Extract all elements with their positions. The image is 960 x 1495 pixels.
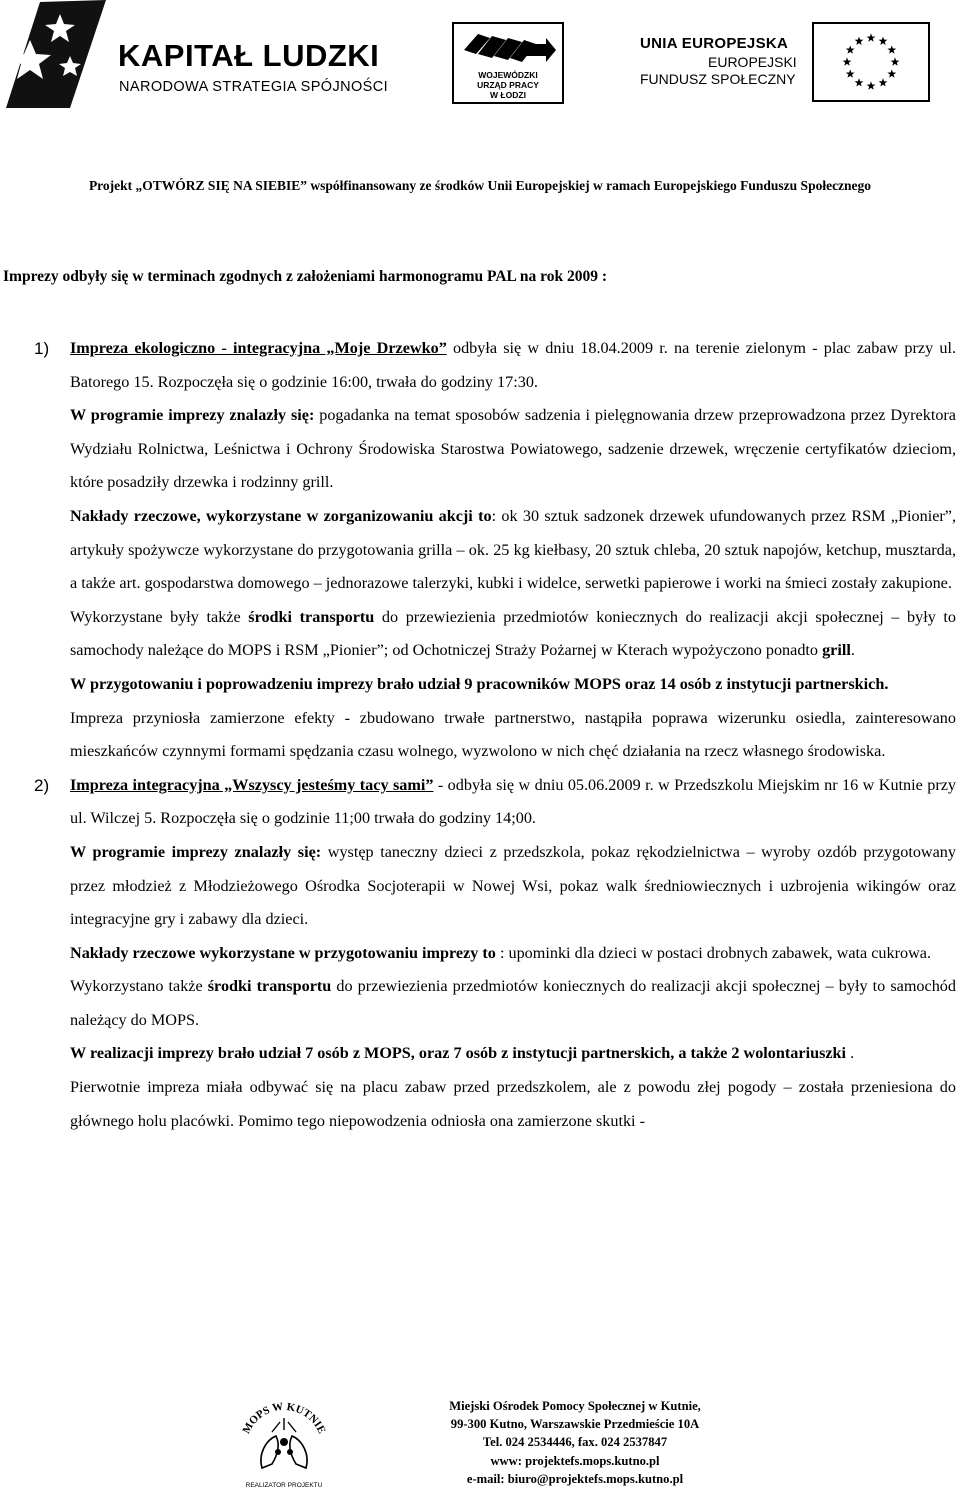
staff-end: . [846, 1044, 855, 1063]
event-summary [70, 769, 956, 836]
mops-logo-title: MOPS W KUTNIE [240, 1400, 328, 1436]
event-staff [70, 1037, 956, 1071]
wup-line-1: WOJEWÓDZKI [478, 70, 538, 80]
costs-label: Nakłady rzeczowe wykorzystane w przygotowaniu imprezy to [70, 943, 496, 962]
eu-star [855, 37, 864, 45]
wup-line-2: URZĄD PRACY [477, 80, 539, 90]
event-summary [70, 332, 956, 399]
kapital-ludzki-title: KAPITAŁ LUDZKI [118, 38, 380, 73]
report-body [34, 332, 956, 1138]
eu-logo [640, 22, 960, 104]
project-line: Projekt „OTWÓRZ SIĘ NA SIEBIE” współfinansowany ze środków Unii Europejskiej w ramach Europejskiego Funduszu Społecznego [88, 178, 872, 193]
event-transport [70, 970, 956, 1037]
wup-line-3: W ŁODZI [490, 90, 526, 100]
program-label: W programie imprezy znalazły się: [70, 406, 315, 425]
eu-star [846, 69, 855, 77]
mops-hands-icon [232, 1388, 336, 1490]
event-number: 2) [34, 775, 50, 795]
kapital-ludzki-emblem-icon [0, 0, 112, 110]
event-costs [70, 937, 956, 971]
event-costs [70, 500, 956, 601]
eu-line-3: FUNDUSZ SPOŁECZNY [640, 71, 796, 87]
footer-line-email: e-mail: biuro@projektefs.mops.kutno.pl [466, 1471, 684, 1486]
transport-end: . [850, 641, 855, 660]
eu-star [879, 37, 888, 45]
footer-line-phone: Tel. 024 2534446, fax. 024 2537847 [482, 1435, 668, 1450]
costs-label: Nakłady rzeczowe, wykorzystane w zorganizowaniu akcji to [70, 506, 492, 525]
staff-text: W realizacji imprezy brało udział 7 osób z MOPS, oraz 7 osób z instytucji partnerskich, a także 2 wolontariuszki [70, 1044, 847, 1063]
program-text: występ taneczny dzieci z przedszkola, pokaz rękodzielnictwa – wyroby ozdób przygotowany przez młodzież z Młodzieżowego Ośrodka Socjoterapii w Nowej Wsi, pokaz walk średniowiecznych i uzbrojenia wikingów oraz integracyjne gry i zabawy dla dzieci. [70, 842, 956, 929]
eu-text [640, 36, 797, 86]
transport-grill: grill [822, 641, 851, 660]
eu-line-1: UNIA EUROPEJSKA [640, 35, 789, 52]
footer-line-address: 99-300 Kutno, Warszawskie Przedmieście 10A [450, 1417, 700, 1432]
eu-star [891, 57, 900, 65]
transport-text: do przewiezienia przedmiotów koniecznych do realizacji akcji społecznej – były to samochody należące do MOPS i RSM „Pionier”; od Ochotniczej Straży Pożarnej w Kterach wypożyczono ponadto [70, 607, 956, 660]
intro-heading: Imprezy odbyły się w terminach zgodnych z założeniami harmonogramu PAL na rok 2009 : [3, 268, 608, 285]
event-date-text: odbyła się w dniu 18.04.2009 r. na terenie zielonym - plac zabaw przy ul. Batorego 15. Rozpoczęła się o godzinie 16:00, trwała do godziny 17:30. [70, 339, 956, 391]
transport-label: środki transportu [248, 607, 375, 626]
eu-star [855, 78, 864, 86]
footer-line-www: www: projektefs.mops.kutno.pl [490, 1453, 660, 1468]
wup-lodz-logo [452, 22, 564, 104]
event-staff [70, 668, 956, 702]
event-effects: Impreza przyniosła zamierzone efekty - zbudowano trwałe partnerstwo, nastąpiła poprawa wizerunku osiedla, zainteresowano mieszkańców czynnymi formami spędzania czasu wolnego, wyzwolono w nich chęć działania na rzecz własnego środowiska. [70, 708, 956, 761]
event-item-2 [34, 769, 956, 1139]
eu-star [867, 81, 876, 89]
wup-text [454, 70, 562, 100]
event-program [70, 836, 956, 937]
event-transport [70, 601, 956, 668]
wup-cards-icon [460, 28, 556, 68]
event-weather: Pierwotnie impreza miała odbywać się na placu zabaw przed przedszkolem, ale z powodu złej pogody – została przeniesiona do głównego holu placówki. Pomimo tego niepowodzenia odniosła ona zamierzone skutki - [70, 1078, 956, 1130]
footer-line-name: Miejski Ośrodek Pomocy Społecznej w Kutnie, [449, 1399, 701, 1413]
eu-flag-icon [812, 22, 930, 102]
transport-label: środki transportu [207, 977, 332, 996]
costs-text: : upominki dla dzieci w postaci drobnych zabawek, wata cukrowa. [495, 943, 932, 962]
costs-text: : ok 30 sztuk sadzonek drzewek ufundowanych przez RSM „Pionier”, artykuły spożywcze wykorzystane do przygotowania grilla – ok. 25 kg kiełbasy, 20 sztuk chleba, 20 sztuk napojów, ketchup, musztarda, a także art. gospodarstwa domowego – jednorazowe talerzyki, kubki i widelce, serwetki papierowe i worki na śmieci zostały zakupione. [70, 506, 956, 593]
transport-text: do przewiezienia przedmiotów koniecznych do realizacji akcji społecznej – były to samochód należący do MOPS. [70, 977, 956, 1029]
transport-pre: Wykorzystano także [70, 977, 208, 996]
eu-star [843, 57, 852, 65]
event-title: Impreza integracyjna „Wszyscy jesteśmy tacy sami” [70, 775, 434, 794]
mops-kutno-logo [232, 1388, 336, 1490]
eu-star [887, 69, 896, 77]
footer-contact [410, 1397, 740, 1488]
kapital-ludzki-subtitle: NARODOWA STRATEGIA SPÓJNOŚCI [119, 79, 389, 95]
eu-star [867, 33, 876, 41]
staff-text: W przygotowaniu i poprowadzeniu imprezy brało udział 9 pracowników MOPS oraz 14 osób z instytucji partnerskich. [70, 674, 889, 693]
eu-star [887, 45, 896, 53]
eu-star [879, 78, 888, 86]
event-number: 1) [34, 339, 50, 358]
kapital-ludzki-logo [0, 0, 400, 110]
event-program [70, 399, 956, 500]
program-text: pogadanka na temat sposobów sadzenia i pielęgnowania drzew przeprowadzona przez Dyrektora Wydziału Rolnictwa, Leśnictwa i Ochrony Środowiska Starostwa Powiatowego, sadzenie drzewek, wręczenie certyfikatów dzieciom, które posadziły drzewka i rodzinny grill. [70, 406, 956, 492]
event-item-1 [34, 332, 956, 769]
mops-logo-caption: REALIZATOR PROJEKTU [245, 1482, 323, 1489]
eu-line-2: EUROPEJSKI [708, 54, 797, 70]
event-date-text: - odbyła się w dniu 05.06.2009 r. w Przedszkolu Miejskim nr 16 w Kutnie przy ul. Wilczej 5. Rozpoczęła się o godzinie 11;00 trwała do godziny 14;00. [70, 775, 956, 828]
eu-star [846, 45, 855, 53]
transport-pre: Wykorzystane były także [70, 607, 249, 626]
program-label: W programie imprezy znalazły się: [70, 842, 322, 861]
event-title: Impreza ekologiczno - integracyjna „Moje Drzewko” [70, 339, 447, 357]
